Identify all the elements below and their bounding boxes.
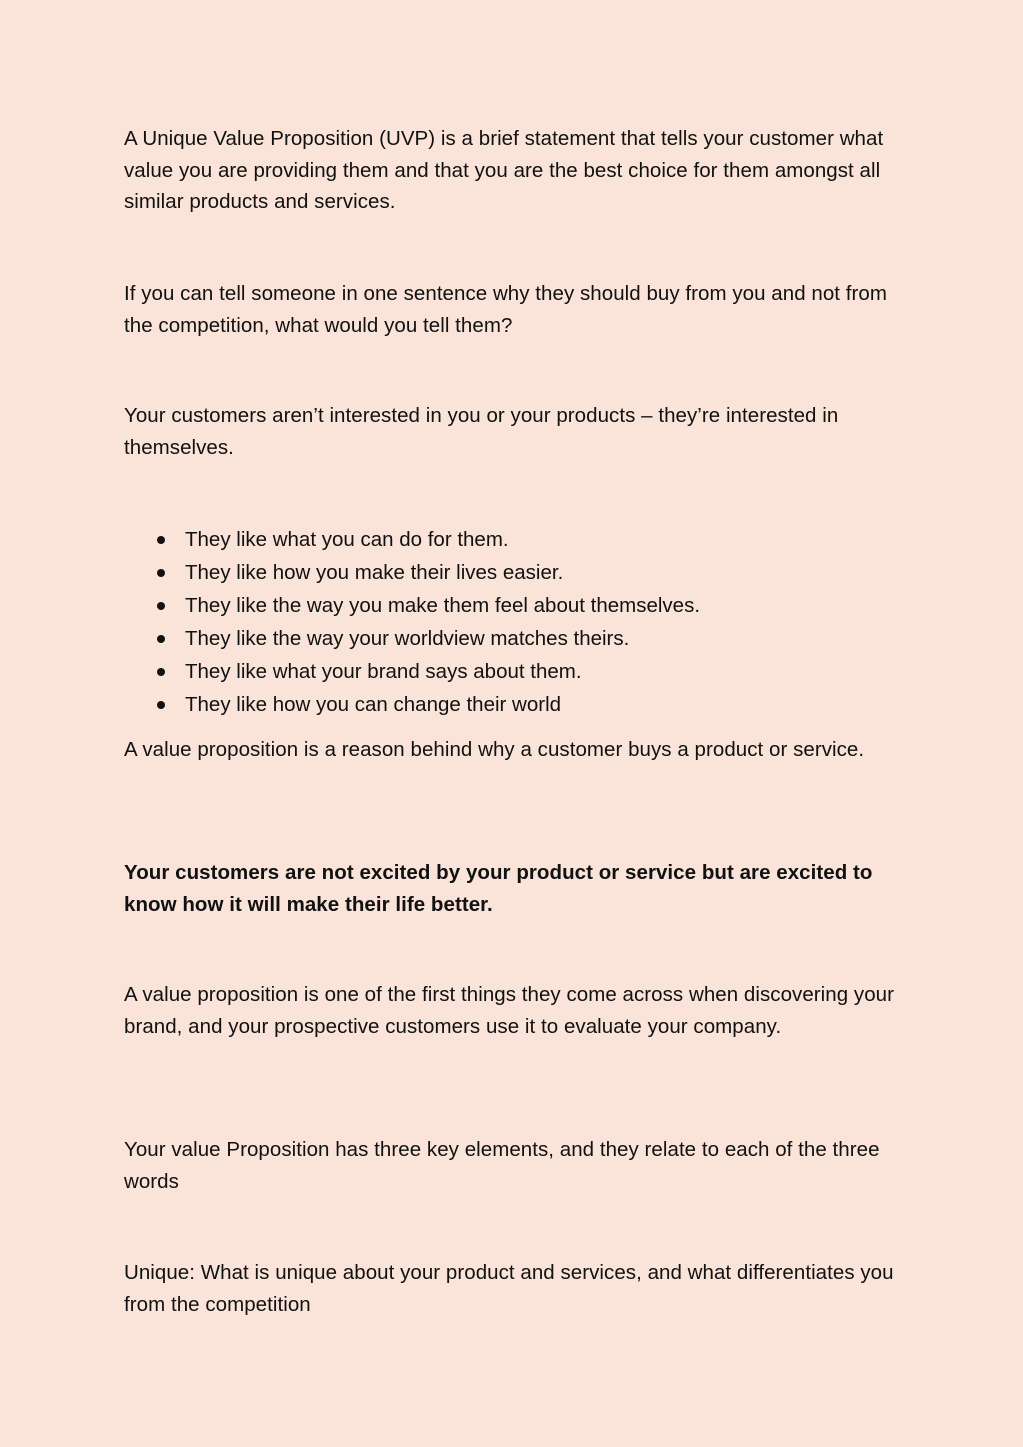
list-item	[124, 556, 909, 589]
value-proposition-reason-paragraph: A value proposition is a reason behind why a customer buys a product or service.	[124, 738, 865, 761]
list-item-text: They like how you make their lives easier.	[185, 561, 564, 584]
bullet-icon	[157, 602, 165, 610]
list-item-text: They like the way your worldview matches theirs.	[185, 627, 630, 650]
list-item-text: They like the way you make them feel about themselves.	[185, 594, 701, 617]
bullet-icon	[157, 668, 165, 676]
bullet-icon	[157, 569, 165, 577]
unique-element-paragraph: Unique: What is unique about your product and services, and what differentiates you from the competition	[124, 1261, 894, 1316]
list-item-text: They like how you can change their world	[185, 693, 562, 716]
bullet-icon	[157, 536, 165, 544]
customer-likes-list	[124, 523, 909, 721]
list-item-text: They like what you can do for them.	[185, 528, 509, 551]
list-item-text: They like what your brand says about them.	[185, 660, 582, 683]
list-item	[124, 688, 909, 721]
bullet-icon	[157, 701, 165, 709]
list-item	[124, 523, 909, 556]
customers-interest-paragraph: Your customers aren’t interested in you or your products – they’re interested in themselves.	[124, 404, 839, 459]
list-item	[124, 655, 909, 688]
uvp-definition-paragraph: A Unique Value Proposition (UVP) is a brief statement that tells your customer what value you are providing them and that you are the best choice for them amongst all similar products and services.	[124, 127, 884, 213]
first-impression-paragraph: A value proposition is one of the first things they come across when discovering your brand, and your prospective customers use it to evaluate your company.	[124, 983, 894, 1038]
three-elements-paragraph: Your value Proposition has three key elements, and they relate to each of the three words	[124, 1138, 880, 1193]
list-item	[124, 589, 909, 622]
one-sentence-question-paragraph: If you can tell someone in one sentence why they should buy from you and not from the competition, what would you tell them?	[124, 282, 887, 337]
bullet-icon	[157, 635, 165, 643]
customers-excitement-paragraph: Your customers are not excited by your product or service but are excited to know how it will make their life better.	[124, 861, 873, 916]
list-item	[124, 622, 909, 655]
